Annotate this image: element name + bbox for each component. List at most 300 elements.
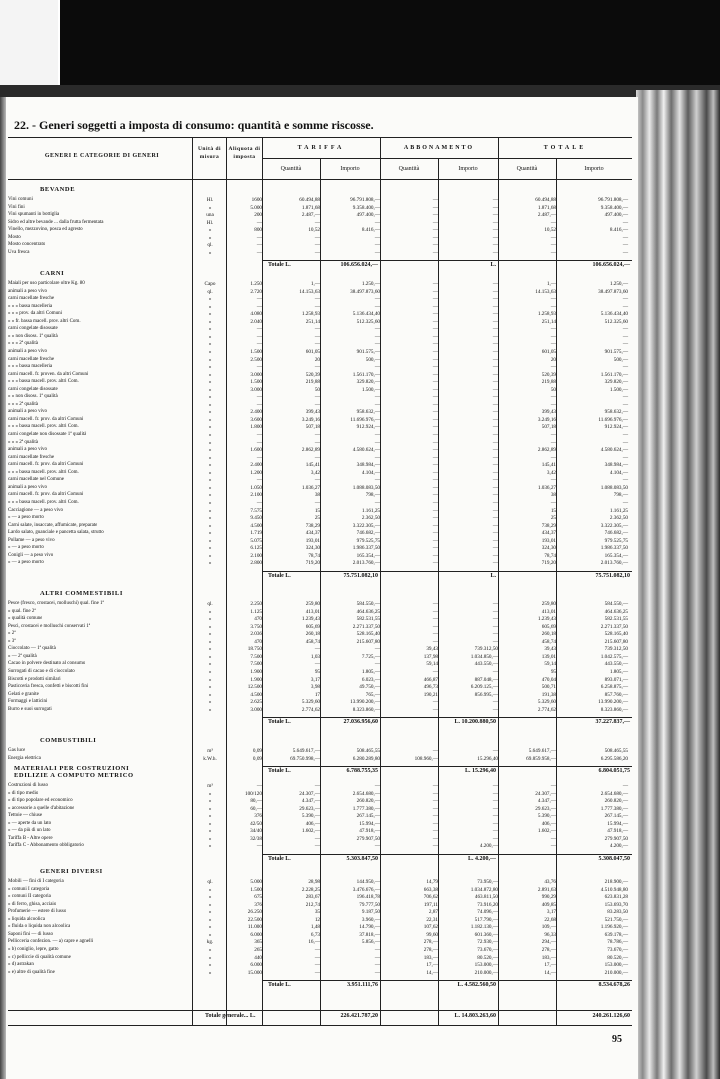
- cell-label: carni macell. fr. prov. da altri Comuni: [8, 492, 84, 498]
- cell-q1: 2.487,—: [301, 212, 320, 219]
- cell-q2: —: [432, 288, 438, 295]
- cell-i1: 96.791.808,—: [350, 197, 380, 203]
- cell-aliq: 2.720: [250, 288, 262, 295]
- cell-i2: —: [492, 318, 498, 325]
- cell-i3: 1.196.920,—: [600, 924, 628, 931]
- section-total-tariffa: 6.788.755,35: [346, 768, 378, 775]
- cell-i1: —: [374, 219, 380, 226]
- cell-label: » c) pelliccie di qualità comune: [8, 954, 71, 960]
- cell-label: » » » bassa macelleria: [8, 303, 53, 309]
- cell-i1: 196.418,78: [356, 894, 380, 901]
- cell-q3: 95: [550, 668, 556, 675]
- cell-aliq: —: [256, 341, 262, 348]
- cell-i1: 464.636,25: [356, 608, 380, 615]
- cell-i3: —: [622, 477, 628, 484]
- cell-q1: 95: [314, 668, 320, 675]
- cell-i3: —: [622, 333, 628, 340]
- cell-q3: —: [550, 364, 556, 371]
- cell-q1: 25: [314, 515, 320, 522]
- cell-i3: 73.670,—: [607, 946, 628, 953]
- cell-i1: —: [374, 646, 380, 653]
- cell-q2: —: [432, 394, 438, 401]
- cell-q1: —: [314, 234, 320, 241]
- cell-i1: —: [374, 432, 380, 438]
- cell-i3: —: [622, 454, 628, 461]
- section-total-abbonamento: L. 4.582.560,50: [457, 982, 496, 989]
- section-total-tariffa: 75.751.082,10: [343, 572, 378, 579]
- cell-q1: —: [314, 499, 320, 506]
- cell-q1: 38: [314, 492, 320, 499]
- cell-q2: —: [432, 835, 438, 842]
- cell-i2: —: [492, 212, 498, 219]
- scan-dark-border-top: [60, 0, 720, 85]
- cell-i1: 958.632,—: [356, 409, 380, 416]
- header-unita: Unità di misura: [197, 146, 222, 160]
- cell-q2: —: [432, 439, 438, 446]
- cell-i2: —: [492, 348, 498, 355]
- cell-i1: 582.531,55: [356, 616, 380, 623]
- cell-i1: 798,—: [365, 492, 380, 499]
- cell-q1: 260,18: [305, 631, 320, 638]
- cell-i2: —: [492, 234, 498, 241]
- cell-q1: —: [314, 477, 320, 484]
- cell-i1: 348.984,—: [356, 462, 380, 469]
- cell-q2: —: [432, 798, 438, 805]
- cell-label: animali a peso vivo: [8, 288, 48, 294]
- cell-q2: —: [432, 515, 438, 522]
- cell-q2: 17,—: [426, 962, 438, 969]
- cell-i1: 1.250,—: [361, 281, 380, 287]
- cell-i3: —: [622, 499, 628, 506]
- cell-unit: »: [208, 684, 212, 691]
- cell-q2: 39,43: [426, 646, 438, 653]
- cell-label: carni macell. fr. prov. da altri Comuni: [8, 416, 84, 422]
- section-total-totale: 8.534.678,26: [598, 982, 630, 989]
- section-total-tariffa: 5.303.847,50: [346, 855, 378, 862]
- cell-i2: —: [492, 515, 498, 522]
- cell-unit: »: [208, 646, 212, 653]
- cell-q2: —: [432, 416, 438, 423]
- cell-i1: 13.990.200,—: [350, 699, 380, 706]
- cell-i2: —: [492, 469, 498, 476]
- cell-q3: —: [550, 783, 556, 789]
- cell-label: » » » bassa macelleria: [8, 364, 53, 370]
- cell-aliq: —: [256, 843, 262, 850]
- cell-q1: —: [314, 341, 320, 348]
- cell-q2: —: [432, 843, 438, 850]
- cell-unit: »: [208, 469, 212, 476]
- cell-i2: —: [492, 281, 498, 287]
- cell-q2: 14,79: [426, 879, 438, 885]
- cell-i1: 38.497.873,60: [350, 288, 380, 295]
- cell-aliq: 1.600: [250, 447, 262, 454]
- cell-unit: una: [206, 212, 214, 219]
- cell-q3: 1.871,68: [537, 204, 556, 211]
- cell-i2: 601.360,—: [474, 931, 498, 938]
- cell-q3: —: [550, 242, 556, 249]
- cell-i1: 3.960,—: [361, 916, 380, 923]
- cell-q2: —: [432, 545, 438, 552]
- cell-q1: —: [314, 454, 320, 461]
- cell-label: » » » bassa macell. prov. altri Com.: [8, 469, 79, 475]
- cell-i3: —: [622, 783, 628, 789]
- cell-i2: —: [492, 616, 498, 623]
- cell-i2: —: [492, 484, 498, 491]
- cell-i1: 14.790,—: [359, 924, 380, 931]
- cell-i3: 521.750,—: [604, 916, 628, 923]
- cell-unit: »: [208, 492, 212, 499]
- cell-i1: —: [374, 303, 380, 310]
- scan-margin-top-left: [0, 0, 58, 85]
- cell-i3: 210.000,—: [604, 969, 628, 976]
- cell-i1: —: [374, 364, 380, 371]
- cell-q1: 5.329,60: [301, 699, 320, 706]
- cell-unit: »: [208, 954, 212, 961]
- cell-unit: »: [208, 462, 212, 469]
- section-total-totale: 75.751.082,10: [595, 572, 630, 579]
- cell-label: animali a peso vivo: [8, 447, 48, 453]
- cell-i2: —: [492, 601, 498, 607]
- cell-q3: —: [550, 394, 556, 401]
- cell-i2: 73.670,—: [477, 946, 498, 953]
- cell-q1: —: [314, 783, 320, 789]
- cell-unit: »: [208, 356, 212, 363]
- cell-q2: —: [432, 401, 438, 408]
- cell-i3: 279.907,50: [604, 835, 628, 842]
- cell-q3: —: [550, 296, 556, 303]
- cell-i2: —: [492, 507, 498, 514]
- cell-label: Tariffa C - Abbonamento obbligatorio: [8, 843, 84, 849]
- cell-q1: 406,—: [305, 820, 320, 827]
- cell-q1: 2.862,89: [301, 447, 320, 454]
- section-total-label: Totale L.: [268, 855, 291, 862]
- cell-label: Vini fini: [8, 204, 25, 210]
- cell-label: carni macellate fresche: [8, 454, 55, 460]
- cell-unit: »: [208, 234, 212, 241]
- cell-q1: 29.623,—: [299, 805, 320, 812]
- cell-i2: 1.034.872,80: [470, 886, 498, 893]
- cell-i1: 11.696.976,—: [350, 416, 380, 423]
- cell-unit: »: [208, 901, 212, 908]
- cell-i1: 8.416,—: [361, 227, 380, 234]
- cell-i3: 500,—: [613, 356, 628, 363]
- cell-q3: 605,69: [541, 623, 556, 630]
- cell-q2: —: [432, 386, 438, 393]
- cell-i2: —: [492, 798, 498, 805]
- cell-unit: »: [208, 653, 212, 660]
- cell-q3: —: [550, 843, 556, 850]
- cell-q2: —: [432, 601, 438, 607]
- cell-q2: —: [432, 204, 438, 211]
- cell-q1: 60.494,88: [299, 197, 320, 203]
- cell-unit: »: [208, 638, 212, 645]
- cell-aliq: 2.040: [250, 318, 262, 325]
- cell-q3: 24.307,—: [535, 790, 556, 797]
- cell-unit: »: [208, 364, 212, 371]
- cell-i1: 979.525,75: [356, 537, 380, 544]
- cell-unit: »: [208, 805, 212, 812]
- cell-q2: 99,60: [426, 931, 438, 938]
- cell-i3: —: [622, 364, 628, 371]
- cell-q2: —: [432, 371, 438, 378]
- cell-i2: —: [492, 522, 498, 529]
- cell-label: » liquida alcoolica: [8, 916, 45, 922]
- cell-i2: —: [492, 706, 498, 713]
- cell-i3: 443.550,—: [604, 661, 628, 668]
- cell-i2: —: [492, 748, 498, 754]
- cell-q2: —: [432, 219, 438, 226]
- cell-q3: —: [550, 477, 556, 484]
- cell-label: Pellicceria confezion. — a) capre e agnelli: [8, 939, 94, 945]
- cell-q3: 601,05: [541, 348, 556, 355]
- cell-q2: —: [432, 522, 438, 529]
- cell-unit: »: [208, 401, 212, 408]
- cell-label: Sidro ed altre bevande ... dalla frutta fermentata: [8, 219, 104, 225]
- cell-q1: 601,05: [305, 348, 320, 355]
- cell-unit: »: [208, 386, 212, 393]
- cell-aliq: 1.900: [250, 676, 262, 683]
- cell-aliq: 12.500: [247, 684, 262, 691]
- cell-i3: 912.924,—: [604, 424, 628, 431]
- cell-aliq: 0,09: [252, 755, 262, 762]
- cell-i1: 79.777,50: [359, 901, 380, 908]
- cell-unit: ql.: [207, 601, 213, 607]
- cell-q2: —: [432, 281, 438, 287]
- cell-q3: 1.602,—: [537, 828, 556, 835]
- cell-i2: —: [492, 638, 498, 645]
- cell-label: Mobili — fini di I categoria: [8, 879, 64, 884]
- cell-q3: 500,71: [541, 684, 556, 691]
- cell-aliq: 5.000: [250, 879, 262, 885]
- cell-aliq: 2.400: [250, 462, 262, 469]
- cell-i2: —: [492, 371, 498, 378]
- cell-aliq: 18.750: [247, 646, 262, 653]
- cell-i3: —: [622, 303, 628, 310]
- cell-i2: —: [492, 560, 498, 567]
- cell-i3: 83.283,50: [607, 909, 628, 916]
- cell-i3: 1.561.170,—: [600, 371, 628, 378]
- cell-label: » d) astrakan: [8, 962, 34, 968]
- cell-q3: 990,29: [541, 894, 556, 901]
- cell-i1: 765,—: [365, 691, 380, 698]
- cell-i1: 584.550,—: [356, 601, 380, 607]
- cell-i2: —: [492, 432, 498, 438]
- header-tariffa: TARIFFA: [297, 145, 345, 151]
- cell-i3: 3.322.305,—: [600, 522, 628, 529]
- cell-unit: »: [208, 946, 212, 953]
- cell-aliq: —: [256, 303, 262, 310]
- cell-q1: 10,52: [308, 227, 320, 234]
- cell-i1: 1.088.083,50: [352, 484, 380, 491]
- cell-q2: 107,62: [423, 924, 438, 931]
- cell-i3: 497.400,—: [604, 212, 628, 219]
- cell-aliq: 2.100: [250, 492, 262, 499]
- cell-q2: 496,73: [423, 684, 438, 691]
- table-row: [8, 249, 628, 257]
- cell-aliq: 470: [254, 638, 262, 645]
- cell-i1: 3.476.676,—: [352, 886, 380, 893]
- cell-i3: 9.358.400,—: [600, 204, 628, 211]
- cell-q3: 145,41: [541, 462, 556, 469]
- cell-aliq: 1.125: [250, 608, 262, 615]
- cell-label: Costruzioni di lusso: [8, 783, 49, 788]
- cell-q2: 137,98: [423, 653, 438, 660]
- cell-label: » » » 2ª qualità: [8, 401, 38, 407]
- cell-label: » — aperte da un lato: [8, 820, 52, 826]
- cell-unit: »: [208, 318, 212, 325]
- cell-aliq: 34/40: [250, 828, 262, 835]
- cell-i1: 144.950,—: [356, 879, 380, 885]
- cell-aliq: 32/38: [250, 835, 262, 842]
- cell-q3: 139,01: [541, 653, 556, 660]
- header-totale: TOTALE: [543, 145, 587, 151]
- cell-label: » di tipo medio: [8, 790, 39, 796]
- cell-aliq: 3.600: [250, 416, 262, 423]
- cell-i3: 6.295.586,20: [600, 755, 628, 762]
- cell-q1: —: [314, 661, 320, 668]
- cell-label: Conigli — a peso vivo: [8, 552, 54, 558]
- cell-aliq: 7.500: [250, 653, 262, 660]
- cell-label: » — a peso morto: [8, 545, 44, 551]
- cell-label: Pesci, crostacei e molluschi conservati 1ª: [8, 623, 91, 629]
- cell-aliq: —: [256, 296, 262, 303]
- cell-i3: 96.791.808,—: [598, 197, 628, 203]
- cell-i1: —: [374, 249, 380, 256]
- cell-i1: 2.271.337,50: [352, 623, 380, 630]
- cell-q3: —: [550, 249, 556, 256]
- cell-unit: »: [208, 631, 212, 638]
- scan-dark-border-strip: [0, 85, 720, 97]
- total-rule: [262, 766, 632, 767]
- cell-q2: —: [432, 631, 438, 638]
- cell-label: Burro e suoi surrogati: [8, 706, 52, 712]
- cell-unit: »: [208, 537, 212, 544]
- cell-q1: 78,74: [308, 552, 320, 559]
- cell-unit: »: [208, 484, 212, 491]
- cell-i3: 165.354,—: [604, 552, 628, 559]
- cell-label: » b) coniglio, lepre, gatto: [8, 946, 59, 952]
- cell-i2: 153.000,—: [474, 962, 498, 969]
- cell-q1: —: [314, 843, 320, 850]
- cell-q3: 14,—: [544, 969, 556, 976]
- cell-q3: 69.859.958,—: [526, 755, 556, 762]
- cell-q3: 1.239,43: [537, 616, 556, 623]
- section-heading: COMBUSTIBILI: [40, 737, 97, 744]
- cell-i2: —: [492, 219, 498, 226]
- cell-label: Mosto concentrato: [8, 242, 46, 248]
- cell-q1: 458,74: [305, 638, 320, 645]
- cell-i3: 348.984,—: [604, 462, 628, 469]
- cell-unit: »: [208, 616, 212, 623]
- cell-aliq: 4.500: [250, 691, 262, 698]
- cell-i1: 1.777.380,—: [352, 805, 380, 812]
- cell-q1: 719,20: [305, 560, 320, 567]
- cell-i1: —: [374, 843, 380, 850]
- header-importo: Importo: [340, 166, 360, 172]
- cell-i2: 1.034.850,—: [470, 653, 498, 660]
- cell-i3: —: [622, 401, 628, 408]
- cell-unit: »: [208, 522, 212, 529]
- cell-i2: —: [492, 454, 498, 461]
- cell-i2: —: [492, 699, 498, 706]
- cell-q1: —: [314, 296, 320, 303]
- total-rule: [262, 717, 632, 718]
- section-total-abbonamento: L. 4.200,—: [467, 855, 496, 862]
- section-total-label: Totale L.: [268, 768, 291, 775]
- cell-q2: —: [432, 454, 438, 461]
- cell-i3: 267.145,—: [604, 813, 628, 820]
- cell-label: Cioccolato — 1ª qualità: [8, 646, 56, 652]
- cell-q2: —: [432, 424, 438, 431]
- cell-i2: —: [492, 462, 498, 469]
- cell-q3: 719,20: [541, 560, 556, 567]
- section-total-abbonamento: L.: [490, 572, 496, 579]
- cell-label: » accessorie a quelle d'abitazione: [8, 805, 75, 811]
- cell-q2: 706,62: [423, 894, 438, 901]
- cell-i1: 1.161,25: [361, 507, 380, 514]
- cell-unit: »: [208, 333, 212, 340]
- cell-unit: »: [208, 439, 212, 446]
- cell-q1: —: [314, 303, 320, 310]
- cell-q1: 20: [314, 356, 320, 363]
- cell-unit: »: [208, 924, 212, 931]
- cell-label: » » » bassa macell. prov. altri Com.: [8, 499, 79, 505]
- cell-unit: »: [208, 706, 212, 713]
- cell-i3: 1.161,25: [609, 507, 628, 514]
- cell-unit: ql.: [207, 879, 213, 885]
- cell-label: Carni salate, insaccate, affumicate, preparate: [8, 522, 98, 528]
- cell-q2: —: [432, 638, 438, 645]
- cell-unit: »: [208, 499, 212, 506]
- cell-unit: »: [208, 394, 212, 401]
- cell-i1: —: [374, 946, 380, 953]
- cell-label: » » non disoss. 1ª qualità: [8, 394, 58, 400]
- cell-q2: —: [432, 608, 438, 615]
- cell-label: Uva fresca: [8, 249, 30, 255]
- cell-unit: »: [208, 886, 212, 893]
- cell-i2: 856.995,—: [474, 691, 498, 698]
- cell-q2: —: [432, 805, 438, 812]
- cell-i2: —: [492, 204, 498, 211]
- cell-unit: »: [208, 341, 212, 348]
- cell-unit: »: [208, 454, 212, 461]
- cell-label: carni congelate non disossate 1ª qualità: [8, 432, 87, 437]
- table-title: 22. - Generi soggetti a imposta di consumo: quantità e somme riscosse.: [14, 118, 374, 132]
- cell-i2: 4.200,—: [479, 843, 498, 850]
- cell-q3: 413,01: [541, 608, 556, 615]
- cell-label: » fluida o liquida non alcoolica: [8, 924, 71, 930]
- cell-q2: —: [432, 379, 438, 386]
- cell-aliq: 4.080: [250, 311, 262, 318]
- cell-q3: 193,01: [541, 537, 556, 544]
- cell-i3: 901.575,—: [604, 348, 628, 355]
- cell-i2: 1.182.130,—: [470, 924, 498, 931]
- cell-q1: —: [314, 432, 320, 438]
- scan-page-edges-right: [636, 90, 720, 1079]
- cell-i2: —: [492, 356, 498, 363]
- cell-q1: 324,30: [305, 545, 320, 552]
- cell-q3: 219,88: [541, 379, 556, 386]
- cell-i1: —: [374, 242, 380, 249]
- cell-aliq: 1600: [251, 197, 262, 203]
- cell-q2: —: [432, 333, 438, 340]
- cell-aliq: 376: [254, 901, 262, 908]
- cell-i3: 153.000,—: [604, 962, 628, 969]
- cell-unit: »: [208, 477, 212, 484]
- cell-i3: 1.042.575,—: [600, 653, 628, 660]
- cell-q1: 16,—: [308, 939, 320, 946]
- cell-q2: —: [432, 623, 438, 630]
